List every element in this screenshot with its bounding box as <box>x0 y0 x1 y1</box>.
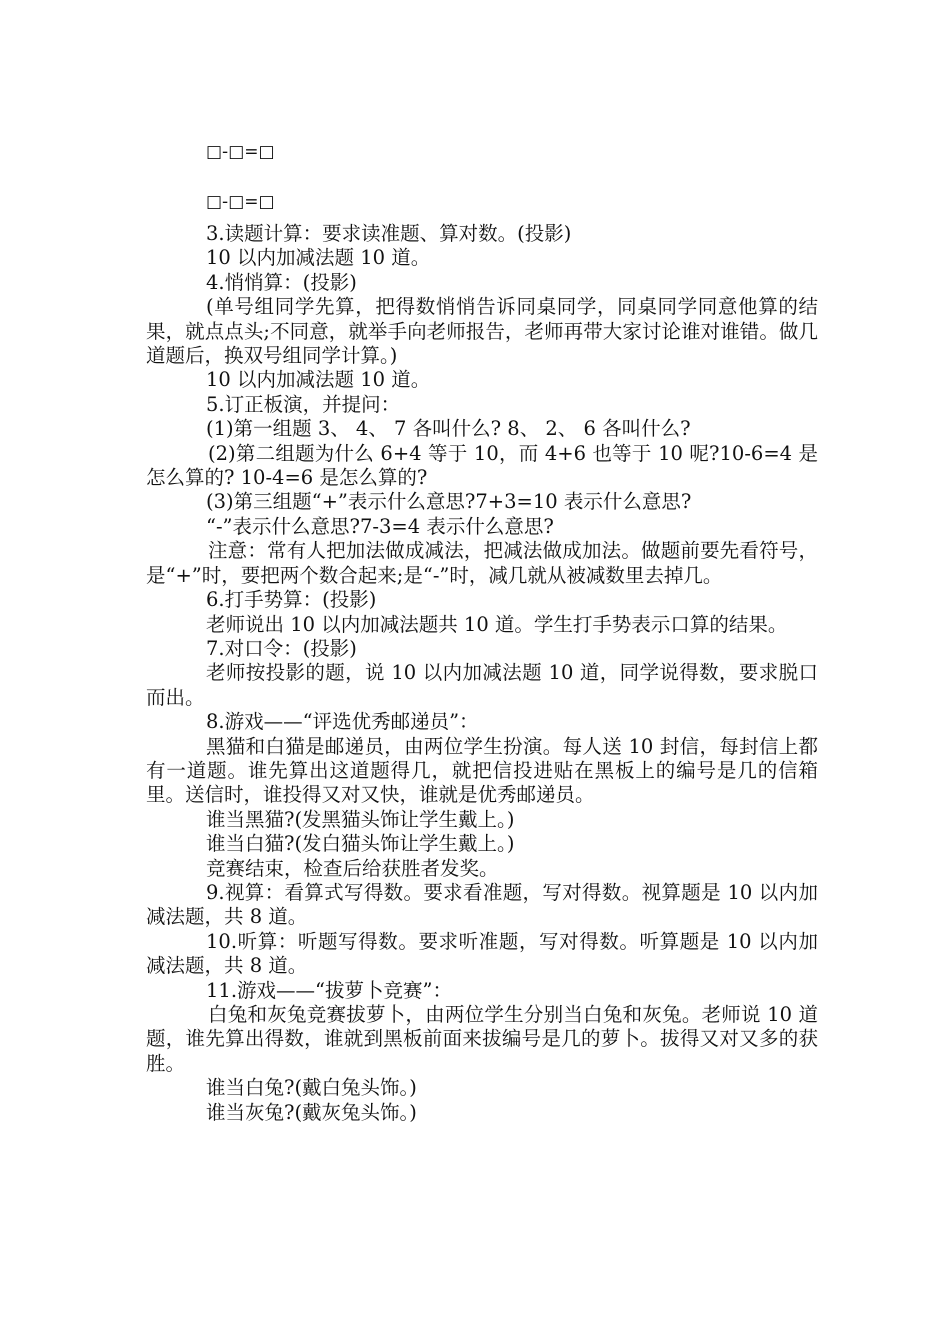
paragraph: 竞赛结束，检查后给获胜者发奖。 <box>206 856 499 880</box>
paragraph-heading: 9.视算：看算式写得数。要求看准题，写对得数。视算题是 10 以内加减法题，共 8 道。 <box>146 880 818 929</box>
paragraph: (1)第一组题 3、 4、 7 各叫什么? 8、 2、 6 各叫什么? <box>206 417 691 441</box>
paragraph: 谁当白兔?(戴白兔头饰。) <box>206 1076 417 1100</box>
paragraph-heading: 3.读题计算：要求读准题、算对数。(投影) <box>206 222 572 245</box>
paragraph: (3)第三组题“+”表示什么意思?7+3=10 表示什么意思? <box>206 490 692 514</box>
paragraph: 谁当黑猫?(发黑猫头饰让学生戴上。) <box>206 807 515 831</box>
formula-line: □-□=□ <box>206 192 275 212</box>
paragraph-heading: 5.订正板演，并提问： <box>206 392 401 416</box>
paragraph: 10 以内加减法题 10 道。 <box>206 246 431 270</box>
paragraph: 老师说出 10 以内加减法题共 10 道。学生打手势表示口算的结果。 <box>206 612 788 636</box>
paragraph: 注意：常有人把加法做成减法，把减法做成加法。做题前要先看符号，是“+”时，要把两个数合起来;是“-”时，减几就从被减数里去掉几。 <box>146 539 818 587</box>
paragraph-heading: 11.游戏——“拔萝卜竞赛”： <box>206 978 452 1002</box>
formula-line: □-□=□ <box>206 142 275 162</box>
paragraph-heading: 4.悄悄算：(投影) <box>206 270 357 294</box>
paragraph: 10 以内加减法题 10 道。 <box>206 368 431 392</box>
paragraph-heading: 6.打手势算：(投影) <box>206 588 377 612</box>
paragraph-heading: 10.听算：听题写得数。要求听准题，写对得数。听算题是 10 以内加减法题，共 8 道。 <box>146 929 818 978</box>
paragraph-heading: 8.游戏——“评选优秀邮递员”： <box>206 710 479 734</box>
paragraph: 谁当白猫?(发白猫头饰让学生戴上。) <box>206 832 515 856</box>
paragraph: “-”表示什么意思?7-3=4 表示什么意思? <box>206 514 554 538</box>
paragraph: (2)第二组题为什么 6+4 等于 10，而 4+6 也等于 10 呢?10-6=4 是怎么算的? 10-4=6 是怎么算的? <box>146 441 818 490</box>
paragraph-heading: 7.对口令：(投影) <box>206 636 357 660</box>
paragraph: 黑猫和白猫是邮递员，由两位学生扮演。每人送 10 封信，每封信上都有一道题。谁先算出这道题得几，就把信投进贴在黑板上的编号是几的信箱里。送信时，谁投得又对又快，谁就是优秀邮递员。 <box>146 734 818 807</box>
document-body <box>146 222 818 1125</box>
paragraph: 老师按投影的题，说 10 以内加减法题 10 道，同学说得数，要求脱口而出。 <box>146 661 818 709</box>
paragraph: 谁当灰兔?(戴灰兔头饰。) <box>206 1100 417 1124</box>
paragraph: (单号组同学先算，把得数悄悄告诉同桌同学，同桌同学同意他算的结果，就点点头;不同意，就举手向老师报告，老师再带大家讨论谁对谁错。做几道题后，换双号组同学计算。) <box>146 295 818 368</box>
paragraph: 白兔和灰兔竞赛拔萝卜，由两位学生分别当白兔和灰兔。老师说 10 道题，谁先算出得数，谁就到黑板前面来拔编号是几的萝卜。拔得又对又多的获胜。 <box>146 1003 818 1075</box>
